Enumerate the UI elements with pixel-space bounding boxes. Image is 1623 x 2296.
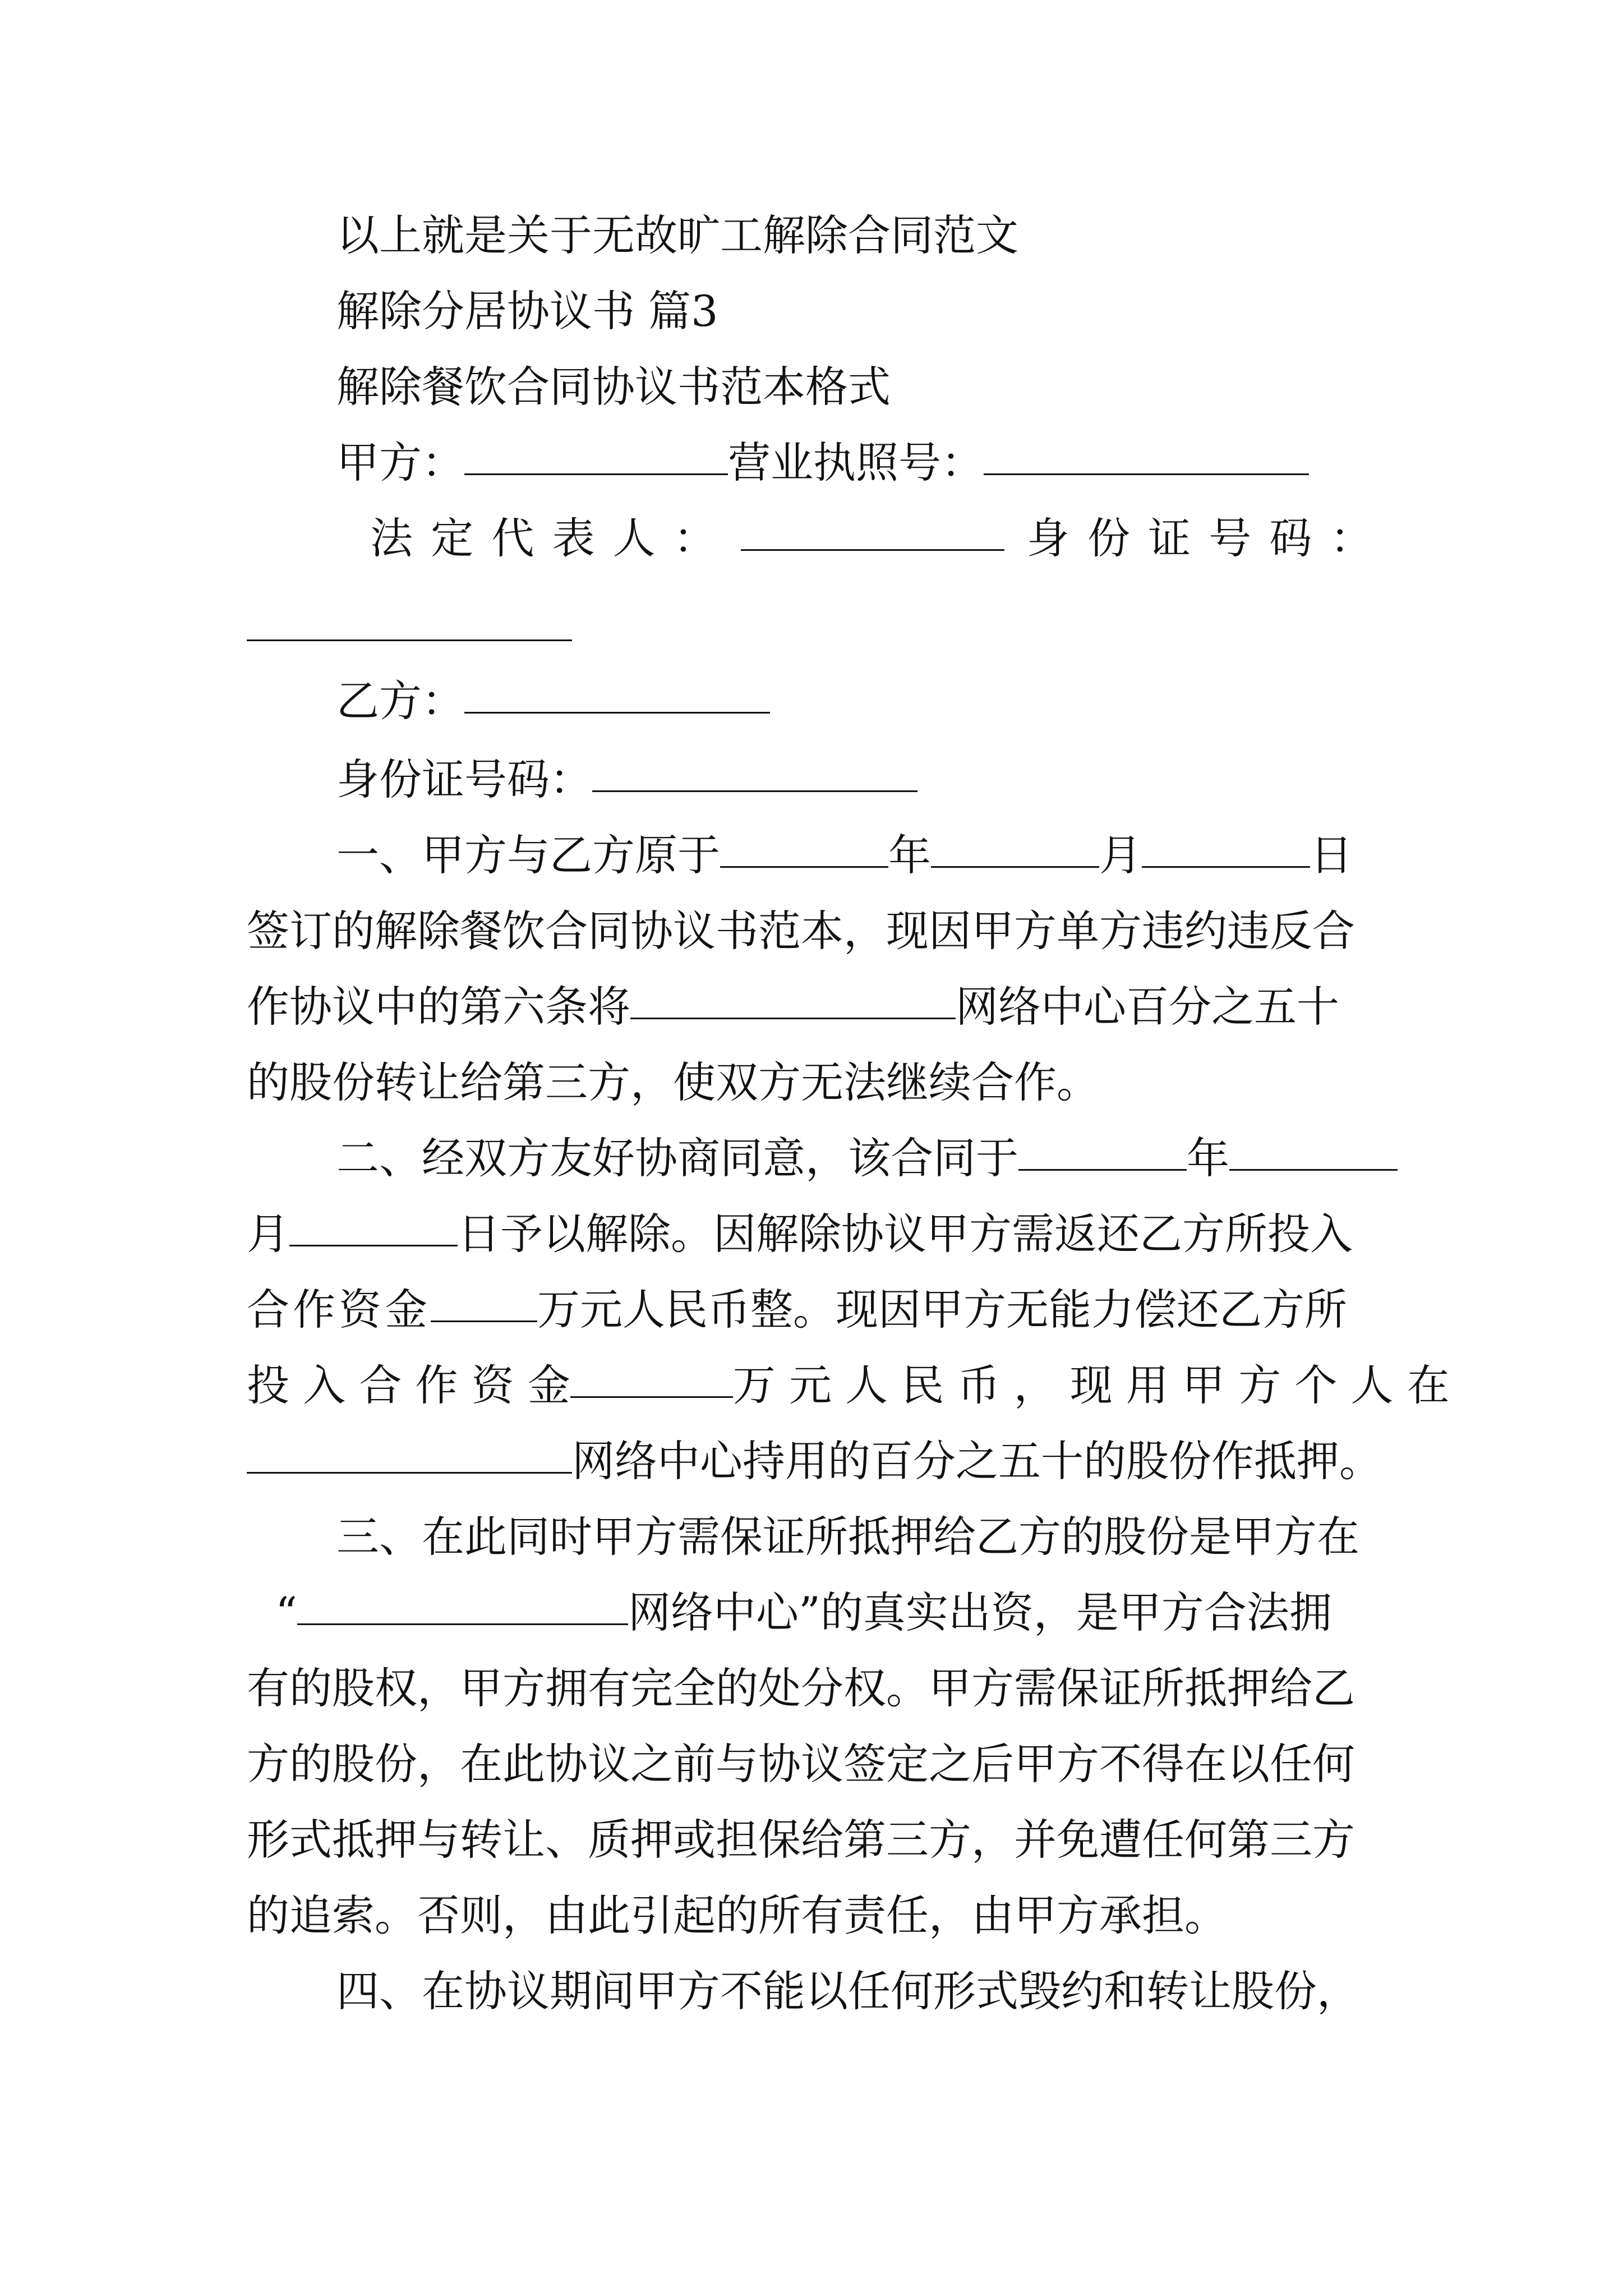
amount-blank [431, 1281, 537, 1322]
id-number-label: 身份证号码： [336, 754, 592, 804]
month-blank [931, 827, 1099, 868]
clause-2-line-4 [247, 1358, 1450, 1414]
day-blank [1142, 827, 1310, 868]
section-heading [336, 283, 718, 339]
clause-3-line-2 [247, 1585, 1332, 1641]
clause-2-line-1 [336, 1130, 1398, 1186]
clause-3-text: 形式抵押与转让、质押或担保给第三方，并免遭任何第三方 [247, 1815, 1355, 1865]
license-label: 营业执照号： [728, 438, 984, 487]
clause-3-line-3 [247, 1660, 1355, 1717]
clause-1-text: 签订的解除餐饮合同协议书范本，现因甲方单方违约违反合 [247, 906, 1355, 956]
clause-3-line-6 [247, 1888, 1227, 1944]
year-label: 年 [888, 830, 931, 880]
clause-1-line-2 [247, 903, 1355, 959]
clause-1-text: 网络中心百分之五十 [956, 982, 1339, 1032]
party-a-label: 甲方： [336, 438, 464, 487]
closing-sentence: 以上就是关于无故旷工解除合同范文 [336, 210, 1018, 260]
year-blank [1018, 1130, 1187, 1171]
id-number-blank [592, 751, 917, 792]
party-b-line [336, 673, 770, 729]
clause-3-line-1 [336, 1509, 1359, 1565]
text-line [336, 208, 1018, 264]
month-label: 月 [1099, 830, 1142, 880]
party-b-label: 乙方： [336, 676, 464, 726]
clause-3-line-4 [247, 1736, 1355, 1792]
document-title [336, 359, 891, 415]
clause-4-text: 四、在协议期间甲方不能以任何形式毁约和转让股份， [336, 1966, 1359, 2016]
clause-1-line-4 [247, 1055, 1099, 1111]
clause-1-line-3 [247, 979, 1339, 1035]
legal-rep-blank [741, 510, 1004, 551]
clause-4-line-1 [336, 1963, 1359, 2019]
clause-3-text: 三、在此同时甲方需保证所抵押给乙方的股份是甲方在 [336, 1512, 1359, 1562]
clause-2-text: 万元人民币整。现因甲方无能力偿还乙方所 [537, 1285, 1347, 1335]
legal-rep-line [370, 510, 1375, 567]
year-label: 年 [1187, 1133, 1229, 1183]
clause-2-text: 二、经双方友好协商同意，该合同于 [336, 1133, 1018, 1183]
title-text: 解除餐饮合同协议书范本格式 [336, 362, 891, 412]
clause-2-text: 合作资金 [247, 1285, 431, 1335]
party-a-line [336, 435, 1309, 491]
legal-rep-id-blank [247, 639, 572, 641]
clause-2-text: 日予以解除。因解除协议甲方需返还乙方所投入 [458, 1209, 1353, 1259]
month-label: 月 [247, 1209, 289, 1259]
party-a-blank [464, 434, 728, 475]
clause-3-text: 网络中心”的真实出资，是甲方合法拥 [628, 1588, 1332, 1637]
network-center-blank [297, 1584, 628, 1625]
clause-3-line-5 [247, 1812, 1355, 1868]
clause-3-text: 有的股权，甲方拥有完全的处分权。甲方需保证所抵押给乙 [247, 1663, 1355, 1713]
clause-1-text: 作协议中的第六条将 [247, 982, 630, 1032]
network-center-blank [630, 978, 956, 1019]
clause-2-line-2 [247, 1206, 1353, 1262]
day-label: 日 [1310, 830, 1353, 880]
clause-2-text: 网络中心持用的百分之五十的股份作抵押。 [572, 1436, 1382, 1486]
clause-2-text: 投 入 合 作 资 金 [247, 1360, 570, 1410]
party-b-blank [464, 673, 770, 714]
day-blank [289, 1205, 458, 1246]
clause-3-text: “ [275, 1588, 297, 1637]
amount-blank [570, 1357, 733, 1398]
year-blank [720, 827, 888, 868]
clause-1-line-1 [336, 827, 1353, 884]
clause-3-text: 方的股份，在此协议之前与协议签定之后甲方不得在以任何 [247, 1739, 1355, 1789]
party-b-id-line [336, 752, 917, 808]
license-blank [984, 434, 1309, 475]
clause-1-text: 的股份转让给第三方，使双方无法继续合作。 [247, 1057, 1099, 1107]
section-title: 解除分居协议书 篇3 [336, 286, 718, 336]
clause-2-line-3 [247, 1282, 1347, 1338]
network-center-blank [247, 1433, 572, 1474]
legal-rep-label: 法 定 代 表 人 ： [370, 513, 718, 563]
clause-2-line-5 [247, 1433, 1382, 1489]
clause-1-text: 一、甲方与乙方原于 [336, 830, 720, 880]
month-blank [1229, 1130, 1398, 1171]
id-number-label-spaced: 身 份 证 号 码 ： [1026, 513, 1375, 563]
clause-3-text: 的追索。否则，由此引起的所有责任，由甲方承担。 [247, 1890, 1227, 1940]
clause-2-text: 万 元 人 民 币 ， 现 用 甲 方 个 人 在 [732, 1360, 1450, 1410]
